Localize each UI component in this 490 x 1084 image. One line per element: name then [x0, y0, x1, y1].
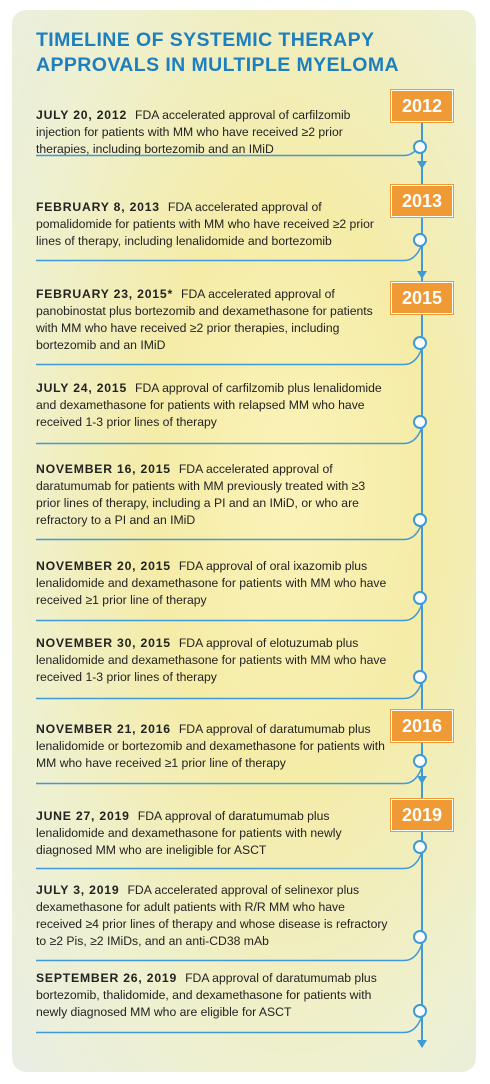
entry-date: NOVEMBER 21, 2016 [36, 722, 171, 736]
timeline-dot [413, 233, 427, 247]
entry-text: FDA approval of daratumumab plus bortezomib, thalidomide, and dexamethasone for patients with newly diagnosed MM who are eligible for ASCT [36, 971, 377, 1019]
timeline-dot [413, 670, 427, 684]
arrow-down-icon [417, 161, 427, 169]
timeline-dot [413, 415, 427, 429]
entry-connector [36, 240, 422, 262]
entry-text: FDA accelerated approval of selinexor plus dexamethasone for adult patients with R/R MM who have received ≥4 prior lines of therapy and whose disease is refractory to ≥2 Pis, ≥2 IMiDs, and an anti-CD38 mAb [36, 883, 388, 948]
entry-date: JULY 20, 2012 [36, 108, 128, 122]
year-badge-2019: 2019 [391, 799, 453, 831]
entry-text: FDA approval of elotuzumab plus lenalidomide and dexamethasone for patients with MM who have received 1-3 prior lines of therapy [36, 636, 387, 684]
entry-text: FDA approval of carfilzomib plus lenalidomide and dexamethasone for patients with relapsed MM who have received 1-3 prior lines of therapy [36, 381, 382, 429]
arrow-down-icon [417, 271, 427, 279]
entry-connector [36, 135, 422, 157]
entry-date: FEBRUARY 23, 2015* [36, 287, 174, 301]
entry-text: FDA accelerated approval of carfilzomib injection for patients with MM who have received ≥2 prior therapies, including bortezomib and an IMiD [36, 108, 351, 156]
year-badge-2013: 2013 [391, 185, 453, 217]
entry-connector [36, 678, 422, 700]
entry-text: FDA approval of oral ixazomib plus lenalidomide and dexamethasone for patients with MM who have received ≥1 prior line of therapy [36, 559, 387, 607]
entry-connector [36, 763, 422, 785]
timeline-dot [413, 930, 427, 944]
timeline-card [12, 10, 476, 1072]
entry-connector [36, 423, 422, 445]
timeline-title: TIMELINE OF SYSTEMIC THERAPY APPROVALS IN MULTIPLE MYELOMA [36, 29, 399, 76]
entry-date: NOVEMBER 16, 2015 [36, 462, 171, 476]
entry-connector [36, 519, 422, 541]
entry-date: SEPTEMBER 26, 2019 [36, 971, 178, 985]
year-badge-2016: 2016 [391, 710, 453, 742]
entry-date: JULY 3, 2019 [36, 883, 120, 897]
timeline-dot [413, 1004, 427, 1018]
entry-text: FDA accelerated approval of panobinostat plus bortezomib and dexamethasone for patients with MM who have received ≥2 prior therapies, including bortezomib and an IMiD [36, 287, 373, 352]
entry-connector [36, 848, 422, 870]
entry-text: FDA accelerated approval of daratumumab for patients with MM previously treated with ≥3 prior lines of therapy, including a PI and an IMiD, or who are refractory to a PI and an IMiD [36, 462, 366, 527]
timeline-dot [413, 840, 427, 854]
timeline-dot [413, 754, 427, 768]
timeline-dot [413, 513, 427, 527]
year-badge-2015: 2015 [391, 282, 453, 314]
arrow-down-icon [417, 776, 427, 784]
entry-text: FDA approval of daratumumab plus lenalidomide and dexamethasone for patients with newly diagnosed MM who are ineligible for ASCT [36, 809, 342, 857]
entry-connector [36, 344, 422, 366]
entry-text: FDA accelerated approval of pomalidomide for patients with MM who have received ≥2 prior lines of therapy, including lenalidomide and bortezomib [36, 200, 374, 248]
entry-text: FDA approval of daratumumab plus lenalidomide or bortezomib and dexamethasone for patients with MM who have received ≥1 prior line of therapy [36, 722, 385, 770]
entry-connector [36, 940, 422, 962]
entry-connector [36, 600, 422, 622]
entry-date: NOVEMBER 20, 2015 [36, 559, 171, 573]
entry-connector [36, 1012, 422, 1034]
timeline-dot [413, 336, 427, 350]
entry-date: NOVEMBER 30, 2015 [36, 636, 171, 650]
timeline-dot [413, 140, 427, 154]
timeline-dot [413, 591, 427, 605]
entry-date: JUNE 27, 2019 [36, 809, 130, 823]
entry-date: FEBRUARY 8, 2013 [36, 200, 160, 214]
arrow-down-icon [417, 1040, 427, 1048]
year-badge-2012: 2012 [391, 90, 453, 122]
entry-date: JULY 24, 2015 [36, 381, 128, 395]
